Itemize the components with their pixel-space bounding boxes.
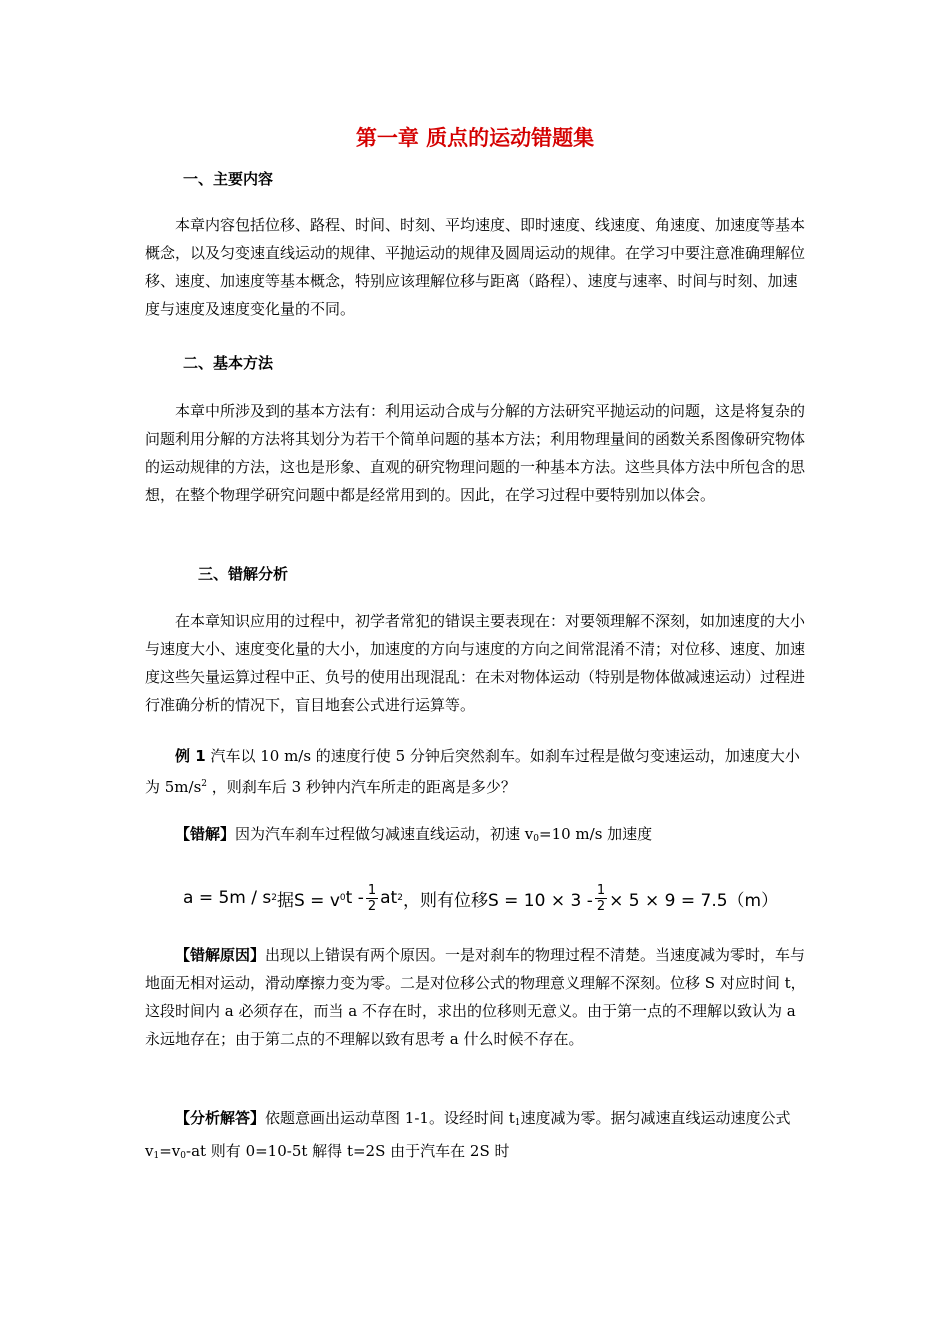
section-body-basic-methods	[145, 397, 807, 509]
error-reason	[145, 941, 807, 1053]
formula-part: × 5 × 9 = 7.5（m）	[609, 890, 779, 911]
wrong-solution	[145, 820, 807, 853]
subscript: 1	[153, 1151, 160, 1161]
fraction-numerator: 1	[367, 882, 377, 898]
formula-line	[183, 872, 778, 924]
page-title: 第一章 质点的运动错题集	[355, 126, 595, 150]
example-label: 例 1	[175, 747, 206, 765]
subscript: 1	[514, 1118, 521, 1128]
subscript: 0	[533, 834, 539, 844]
analysis-text: =v	[159, 1142, 181, 1160]
fraction	[366, 883, 378, 914]
formula-sub: 0	[339, 893, 346, 903]
error-reason-label: 【错解原因】	[175, 946, 266, 964]
wrong-solution-text-cont: =10 m/s 加速度	[539, 825, 653, 843]
section-body-error-analysis	[145, 607, 807, 719]
example-text: 汽车以 10 m/s 的速度行使 5 分钟后突然刹车。如刹车过程是做匀变速运动，加速度大小为 5m/s	[145, 747, 800, 796]
section-body-main-content	[145, 211, 807, 323]
example-1	[145, 742, 807, 801]
analysis-text: -at 则有 0=10-5t 解得 t=2S 由于汽车在 2S 时	[186, 1142, 510, 1160]
section-heading-basic-methods: 二、基本方法	[183, 354, 274, 372]
fraction	[595, 883, 607, 914]
paragraph: 本章中所涉及到的基本方法有：利用运动合成与分解的方法研究平抛运动的问题，这是将复杂的问题利用分解的方法将其划分为若干个简单问题的基本方法；利用物理量间的函数关系图像研究物体的运动规律的方法，这也是形象、直观的研究物理问题的一种基本方法。这些具体方法中所包含的思想，在整个物理学研究问题中都是经常用到的。因此，在学习过程中要特别加以体会。	[145, 402, 806, 504]
formula-part: t -	[345, 888, 364, 908]
formula-part: ，则有位移S = 10 × 3 -	[402, 890, 593, 911]
superscript: 2	[201, 779, 208, 789]
section-heading-error-analysis: 三、错解分析	[198, 565, 289, 583]
formula-part: at	[380, 888, 398, 908]
error-reason-text: 出现以上错误有两个原因。一是对刹车的物理过程不清楚。当速度减为零时，车与地面无相对运动，滑动摩擦力变为零。二是对位移公式的物理意义理解不深刻。位移 S 对应时间 t，这段时间内 a 必须存在，而当 a 不存在时，求出的位移则无意义。由于第一点的不理解以致认为 a 永远地存在；由于第二点的不理解以致有思考 a 什么时候不存在。	[145, 946, 806, 1048]
analysis-label: 【分析解答】	[175, 1109, 266, 1127]
analysis-text: 依题意画出运动草图 1-1。设经时间 t	[265, 1109, 515, 1127]
example-text-cont: ，则刹车后 3 秒钟内汽车所走的距离是多少？	[207, 778, 516, 796]
formula-sup: 2	[397, 893, 403, 903]
formula-sup: 2	[271, 893, 277, 903]
paragraph: 本章内容包括位移、路程、时间、时刻、平均速度、即时速度、线速度、角速度、加速度等基本概念，以及匀变速直线运动的规律、平抛运动的规律及圆周运动的规律。在学习中要注意准确理解位移、速度、加速度等基本概念，特别应该理解位移与距离（路程）、速度与速率、时间与时刻、加速度与速度及速度变化量的不同。	[145, 216, 806, 318]
fraction-denominator: 2	[367, 898, 377, 914]
analysis-text: 速度减为零。据匀减速直线运动速度公式 v	[145, 1109, 791, 1160]
wrong-solution-label: 【错解】	[175, 825, 236, 843]
fraction-denominator: 2	[596, 898, 606, 914]
analysis-answer	[145, 1104, 807, 1170]
paragraph: 在本章知识应用的过程中，初学者常犯的错误主要表现在：对要领理解不深刻，如加速度的大小与速度大小、速度变化量的大小，加速度的方向与速度的方向之间常混淆不清；对位移、速度、加速度这些矢量运算过程中正、负号的使用出现混乱：在未对物体运动（特别是物体做减速运动）过程进行准确分析的情况下，盲目地套公式进行运算等。	[145, 612, 806, 714]
formula-part: a = 5m / s	[183, 888, 272, 908]
fraction-numerator: 1	[596, 882, 606, 898]
formula-part: 据S = v	[276, 890, 340, 911]
subscript: 0	[180, 1151, 186, 1161]
section-heading-main-content: 一、主要内容	[183, 170, 274, 188]
wrong-solution-text: 因为汽车刹车过程做匀减速直线运动，初速 v	[235, 825, 534, 843]
